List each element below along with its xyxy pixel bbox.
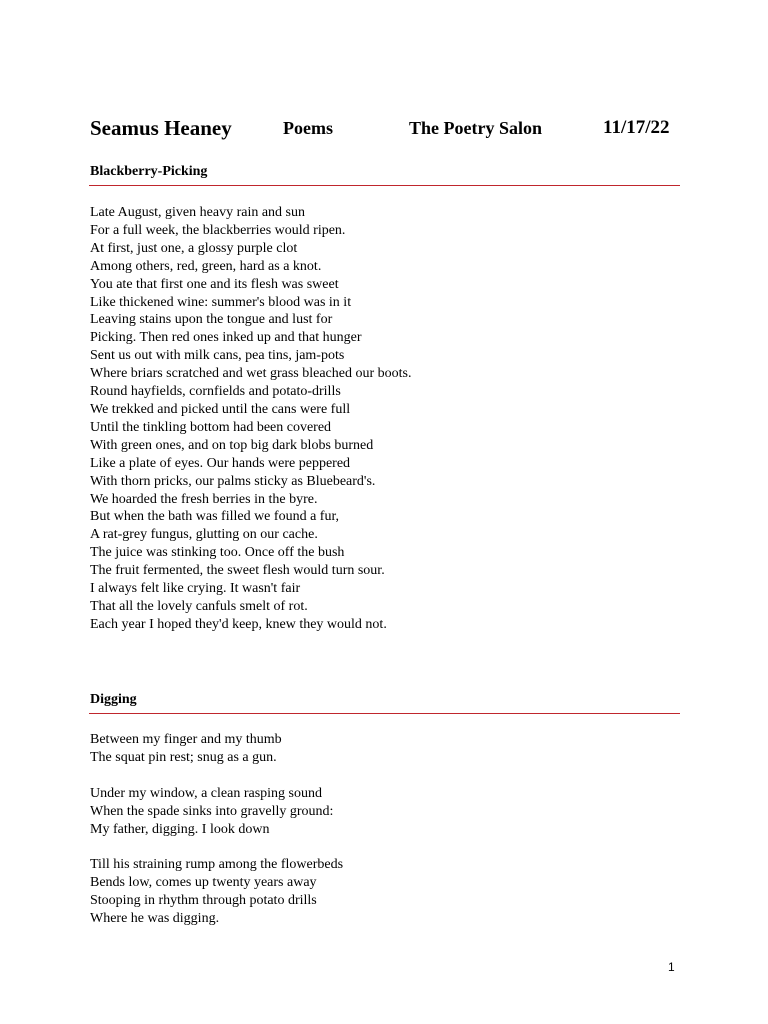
poem-line: I always felt like crying. It wasn't fair bbox=[90, 581, 301, 597]
poem-line: Under my window, a clean rasping sound bbox=[90, 786, 322, 801]
section-divider bbox=[89, 185, 680, 186]
poem-line: The fruit fermented, the sweet flesh would turn sour. bbox=[90, 563, 385, 579]
poem-line: With green ones, and on top big dark blobs burned bbox=[90, 437, 374, 453]
poem-line: Among others, red, green, hard as a knot. bbox=[90, 258, 322, 274]
poem-line: When the spade sinks into gravelly ground: bbox=[90, 803, 334, 819]
venue-name: The Poetry Salon bbox=[409, 118, 542, 138]
poem-stanza bbox=[90, 204, 411, 634]
poem-line: Where briars scratched and wet grass bleached our boots. bbox=[90, 366, 412, 382]
poem-line: Stooping in rhythm through potato drills bbox=[90, 892, 317, 908]
poem-line: Picking. Then red ones inked up and that hunger bbox=[90, 330, 362, 346]
section-divider bbox=[89, 713, 680, 714]
poem-line: That all the lovely canfuls smelt of rot. bbox=[90, 598, 308, 614]
document-kind: Poems bbox=[283, 118, 333, 138]
poem-line: Where he was digging. bbox=[90, 910, 220, 926]
document-date: 11/17/22 bbox=[603, 117, 670, 138]
poem-line: Like thickened wine: summer's blood was in it bbox=[90, 294, 352, 310]
poem-stanza bbox=[90, 856, 343, 928]
poem-stanza bbox=[90, 731, 282, 767]
poem-line: Between my finger and my thumb bbox=[90, 732, 282, 747]
poem-title-digging: Digging bbox=[90, 692, 137, 707]
poem-line: With thorn pricks, our palms sticky as Bluebeard's. bbox=[90, 473, 376, 489]
poem-line: Leaving stains upon the tongue and lust for bbox=[90, 312, 333, 328]
poem-line: We hoarded the fresh berries in the byre. bbox=[90, 491, 318, 507]
poem-title-blackberry-picking: Blackberry-Picking bbox=[90, 164, 208, 179]
poem-line: We trekked and picked until the cans were full bbox=[90, 401, 351, 417]
poem-line: Late August, given heavy rain and sun bbox=[90, 205, 306, 220]
poem-line: At first, just one, a glossy purple clot bbox=[90, 240, 298, 256]
page-number: 1 bbox=[668, 960, 675, 974]
poem-line: But when the bath was filled we found a fur, bbox=[90, 509, 340, 525]
poem-line: The juice was stinking too. Once off the bush bbox=[90, 545, 345, 561]
poem-line: Until the tinkling bottom had been covered bbox=[90, 419, 332, 435]
poem-line: For a full week, the blackberries would ripen. bbox=[90, 222, 346, 238]
poem-line: Sent us out with milk cans, pea tins, jam-pots bbox=[90, 348, 345, 364]
poem-line: My father, digging. I look down bbox=[90, 821, 270, 837]
poem-line: Each year I hoped they'd keep, knew they would not. bbox=[90, 616, 387, 632]
poem-line: Bends low, comes up twenty years away bbox=[90, 874, 317, 890]
poem-line: Round hayfields, cornfields and potato-drills bbox=[90, 384, 341, 400]
poem-line: A rat-grey fungus, glutting on our cache. bbox=[90, 527, 318, 543]
poem-stanza bbox=[90, 785, 333, 839]
poem-line: Till his straining rump among the flowerbeds bbox=[90, 857, 344, 872]
poem-line: You ate that first one and its flesh was sweet bbox=[90, 276, 339, 292]
document-header bbox=[90, 116, 690, 142]
poem-line: Like a plate of eyes. Our hands were peppered bbox=[90, 455, 351, 471]
author-name: Seamus Heaney bbox=[90, 116, 232, 140]
poem-line: The squat pin rest; snug as a gun. bbox=[90, 749, 277, 765]
